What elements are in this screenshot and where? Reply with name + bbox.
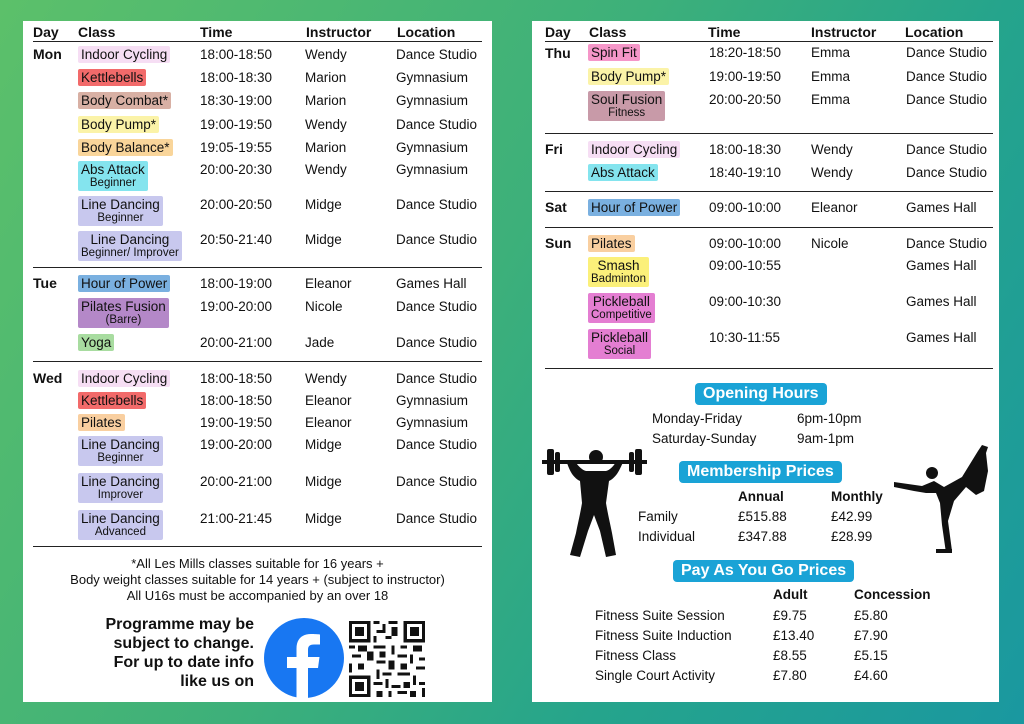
class-location: Gymnasium bbox=[396, 415, 469, 430]
header-time: Time bbox=[200, 24, 233, 40]
class-level: (Barre) bbox=[105, 314, 142, 326]
promo-line: like us on bbox=[180, 673, 254, 690]
day-label: Tue bbox=[33, 275, 57, 291]
membership-monthly: £42.99 bbox=[831, 509, 873, 524]
class-instructor: Emma bbox=[811, 69, 851, 84]
class-name: Pickleball bbox=[592, 294, 650, 309]
class-name: Hour of Power bbox=[81, 276, 168, 291]
divider-sun bbox=[545, 227, 993, 228]
class-location: Gymnasium bbox=[396, 93, 469, 108]
header-class: Class bbox=[589, 24, 627, 40]
class-location: Games Hall bbox=[906, 258, 977, 273]
class-name-badge bbox=[588, 44, 640, 61]
class-instructor: Marion bbox=[305, 140, 347, 155]
class-time: 09:00-10:55 bbox=[709, 258, 782, 273]
class-name: Body Balance* bbox=[81, 140, 170, 155]
class-location: Dance Studio bbox=[396, 299, 478, 314]
payg-prices-badge: Pay As You Go Prices bbox=[673, 560, 854, 582]
class-name: Line Dancing bbox=[81, 197, 160, 212]
class-instructor: Emma bbox=[811, 92, 851, 107]
class-instructor: Wendy bbox=[305, 371, 347, 386]
class-location: Dance Studio bbox=[906, 142, 988, 157]
class-name-badge bbox=[78, 510, 163, 540]
class-location: Dance Studio bbox=[906, 45, 988, 60]
class-location: Dance Studio bbox=[906, 236, 988, 251]
class-time: 18:00-18:30 bbox=[200, 70, 273, 85]
day-label: Sun bbox=[545, 235, 572, 251]
class-name: Body Pump* bbox=[81, 117, 157, 132]
class-name-badge bbox=[78, 334, 114, 351]
class-location: Dance Studio bbox=[906, 165, 988, 180]
class-time: 09:00-10:00 bbox=[709, 236, 782, 251]
header-location: Location bbox=[397, 24, 456, 40]
header-day: Day bbox=[33, 24, 59, 40]
day-label: Fri bbox=[545, 141, 563, 157]
class-location: Dance Studio bbox=[396, 474, 478, 489]
class-name: Kettlebells bbox=[81, 70, 144, 85]
class-time: 19:00-20:00 bbox=[200, 437, 273, 452]
class-name: Indoor Cycling bbox=[81, 47, 168, 62]
class-level: Beginner bbox=[89, 177, 136, 189]
facebook-icon[interactable] bbox=[264, 618, 344, 698]
opening-label: Saturday-Sunday bbox=[652, 431, 757, 446]
divider-fri bbox=[545, 133, 993, 134]
promo-line: subject to change. bbox=[113, 635, 254, 652]
class-instructor: Wendy bbox=[811, 165, 853, 180]
class-name: Line Dancing bbox=[81, 511, 160, 526]
header-time: Time bbox=[708, 24, 741, 40]
class-instructor: Eleanor bbox=[305, 276, 352, 291]
class-level: Fitness bbox=[608, 107, 646, 119]
class-location: Games Hall bbox=[906, 294, 977, 309]
header-location: Location bbox=[905, 24, 964, 40]
class-name: Body Pump* bbox=[591, 69, 667, 84]
class-instructor: Midge bbox=[305, 474, 342, 489]
class-instructor: Midge bbox=[305, 232, 342, 247]
membership-col-annual: Annual bbox=[738, 489, 784, 504]
class-name-badge bbox=[78, 196, 163, 226]
class-location: Dance Studio bbox=[396, 197, 478, 212]
class-name-badge bbox=[78, 69, 146, 86]
payg-label: Fitness Suite Induction bbox=[595, 628, 732, 643]
class-instructor: Wendy bbox=[305, 117, 347, 132]
payg-label: Fitness Suite Session bbox=[595, 608, 725, 623]
class-name-badge bbox=[588, 164, 658, 181]
divider-wed bbox=[33, 361, 482, 362]
class-name: Hour of Power bbox=[591, 200, 678, 215]
header-day: Day bbox=[545, 24, 571, 40]
class-time: 19:00-19:50 bbox=[709, 69, 782, 84]
class-name-badge bbox=[588, 199, 680, 216]
class-level: Advanced bbox=[94, 526, 146, 538]
membership-col-monthly: Monthly bbox=[831, 489, 883, 504]
class-name-badge bbox=[78, 139, 173, 156]
class-time: 20:00-21:00 bbox=[200, 474, 273, 489]
class-instructor: Marion bbox=[305, 70, 347, 85]
membership-annual: £347.88 bbox=[738, 529, 787, 544]
class-instructor: Wendy bbox=[305, 162, 347, 177]
class-name-badge bbox=[78, 370, 170, 387]
payg-concession: £4.60 bbox=[854, 668, 888, 683]
header-divider bbox=[33, 41, 482, 42]
class-name: Smash bbox=[597, 258, 640, 273]
class-time: 19:05-19:55 bbox=[200, 140, 273, 155]
payg-concession: £5.80 bbox=[854, 608, 888, 623]
class-name: Pickleball bbox=[591, 330, 649, 345]
class-name-badge bbox=[588, 257, 649, 287]
payg-col-adult: Adult bbox=[773, 587, 808, 602]
class-location: Games Hall bbox=[396, 276, 467, 291]
header-instructor: Instructor bbox=[306, 24, 372, 40]
class-location: Gymnasium bbox=[396, 162, 469, 177]
class-name-badge bbox=[78, 161, 148, 191]
class-instructor: Wendy bbox=[305, 47, 347, 62]
class-time: 18:20-18:50 bbox=[709, 45, 782, 60]
class-level: Improver bbox=[97, 489, 144, 501]
yoga-silhouette bbox=[892, 441, 997, 559]
class-time: 18:00-19:00 bbox=[200, 276, 273, 291]
class-time: 09:00-10:30 bbox=[709, 294, 782, 309]
membership-annual: £515.88 bbox=[738, 509, 787, 524]
class-name-badge bbox=[78, 46, 170, 63]
class-name: Abs Attack bbox=[81, 162, 145, 177]
class-name: Indoor Cycling bbox=[591, 142, 678, 157]
class-name: Line Dancing bbox=[90, 232, 170, 247]
class-name: Spin Fit bbox=[591, 45, 637, 60]
payg-adult: £9.75 bbox=[773, 608, 807, 623]
class-time: 09:00-10:00 bbox=[709, 200, 782, 215]
note-u16: All U16s must be accompanied by an over 18 bbox=[126, 588, 389, 603]
opening-value: 6pm-10pm bbox=[797, 411, 862, 426]
class-time: 19:00-19:50 bbox=[200, 415, 273, 430]
membership-prices-badge: Membership Prices bbox=[679, 461, 842, 483]
class-name: Pilates bbox=[81, 415, 122, 430]
class-location: Dance Studio bbox=[396, 371, 478, 386]
day-label: Sat bbox=[545, 199, 567, 215]
class-time: 18:00-18:50 bbox=[200, 47, 273, 62]
class-name-badge bbox=[588, 91, 665, 121]
class-name-badge bbox=[78, 392, 146, 409]
class-time: 21:00-21:45 bbox=[200, 511, 273, 526]
class-level: Badminton bbox=[591, 273, 646, 285]
qr-code[interactable] bbox=[349, 621, 425, 697]
class-name: Abs Attack bbox=[591, 165, 655, 180]
class-instructor: Eleanor bbox=[811, 200, 858, 215]
timetable-right-page bbox=[532, 21, 999, 702]
class-name: Kettlebells bbox=[81, 393, 144, 408]
class-time: 18:40-19:10 bbox=[709, 165, 782, 180]
class-time: 18:30-19:00 bbox=[200, 93, 273, 108]
note-les-mills: *All Les Mills classes suitable for 16 years + bbox=[131, 556, 384, 571]
class-name: Indoor Cycling bbox=[81, 371, 168, 386]
class-name-badge bbox=[588, 141, 680, 158]
promo-text bbox=[105, 615, 254, 691]
day-label: Wed bbox=[33, 370, 63, 386]
class-instructor: Eleanor bbox=[305, 393, 352, 408]
class-name-badge bbox=[588, 235, 635, 252]
class-instructor: Emma bbox=[811, 45, 851, 60]
class-time: 20:00-20:50 bbox=[200, 197, 273, 212]
header-instructor: Instructor bbox=[811, 24, 877, 40]
header-divider bbox=[545, 41, 993, 42]
class-level: Competitive bbox=[591, 309, 652, 321]
note-body-weight: Body weight classes suitable for 14 years + (subject to instructor) bbox=[70, 572, 445, 587]
class-location: Gymnasium bbox=[396, 140, 469, 155]
payg-concession: £7.90 bbox=[854, 628, 888, 643]
opening-label: Monday-Friday bbox=[652, 411, 743, 426]
class-location: Dance Studio bbox=[396, 47, 478, 62]
class-level: Beginner/ Improver bbox=[81, 247, 179, 259]
class-time: 20:00-20:50 bbox=[709, 92, 782, 107]
membership-label: Individual bbox=[638, 529, 696, 544]
class-name-badge bbox=[588, 329, 651, 359]
class-instructor: Midge bbox=[305, 511, 342, 526]
class-location: Dance Studio bbox=[906, 92, 988, 107]
class-location: Gymnasium bbox=[396, 70, 469, 85]
payg-adult: £8.55 bbox=[773, 648, 807, 663]
membership-monthly: £28.99 bbox=[831, 529, 873, 544]
class-instructor: Wendy bbox=[811, 142, 853, 157]
class-instructor: Midge bbox=[305, 197, 342, 212]
class-name-badge bbox=[78, 414, 125, 431]
class-name-badge bbox=[78, 298, 169, 328]
payg-col-concession: Concession bbox=[854, 587, 931, 602]
class-name-badge bbox=[78, 473, 163, 503]
class-name-badge bbox=[78, 436, 163, 466]
divider-info bbox=[545, 368, 993, 369]
class-name-badge bbox=[78, 231, 182, 261]
divider-notes bbox=[33, 546, 482, 547]
timetable-left-page bbox=[23, 21, 492, 702]
class-name-badge bbox=[78, 116, 159, 133]
class-time: 18:00-18:50 bbox=[200, 393, 273, 408]
divider-tue bbox=[33, 267, 482, 268]
class-name: Pilates bbox=[591, 236, 632, 251]
class-location: Dance Studio bbox=[396, 117, 478, 132]
payg-label: Single Court Activity bbox=[595, 668, 716, 683]
class-time: 20:00-21:00 bbox=[200, 335, 273, 350]
class-location: Dance Studio bbox=[396, 335, 478, 350]
class-location: Gymnasium bbox=[396, 393, 469, 408]
class-name-badge bbox=[588, 68, 669, 85]
day-label: Thu bbox=[545, 45, 571, 61]
class-time: 18:00-18:50 bbox=[200, 371, 273, 386]
class-time: 18:00-18:30 bbox=[709, 142, 782, 157]
class-time: 10:30-11:55 bbox=[709, 330, 781, 345]
class-instructor: Jade bbox=[305, 335, 335, 350]
class-name: Yoga bbox=[81, 335, 112, 350]
class-location: Dance Studio bbox=[906, 69, 988, 84]
weightlifter-silhouette bbox=[542, 443, 647, 561]
class-location: Dance Studio bbox=[396, 511, 478, 526]
promo-line: Programme may be bbox=[105, 616, 254, 633]
class-location: Dance Studio bbox=[396, 437, 478, 452]
class-location: Games Hall bbox=[906, 330, 977, 345]
header-class: Class bbox=[78, 24, 116, 40]
class-time: 20:50-21:40 bbox=[200, 232, 273, 247]
opening-hours-badge: Opening Hours bbox=[695, 383, 827, 405]
class-time: 20:00-20:30 bbox=[200, 162, 273, 177]
class-instructor: Eleanor bbox=[305, 415, 352, 430]
payg-adult: £13.40 bbox=[773, 628, 815, 643]
class-level: Beginner bbox=[97, 452, 144, 464]
class-level: Beginner bbox=[97, 212, 144, 224]
class-name: Body Combat* bbox=[81, 93, 169, 108]
payg-label: Fitness Class bbox=[595, 648, 677, 663]
class-name: Line Dancing bbox=[81, 437, 160, 452]
membership-label: Family bbox=[638, 509, 678, 524]
class-location: Games Hall bbox=[906, 200, 977, 215]
class-name-badge bbox=[78, 92, 171, 109]
payg-adult: £7.80 bbox=[773, 668, 807, 683]
class-instructor: Marion bbox=[305, 93, 347, 108]
class-name-badge bbox=[588, 293, 655, 323]
class-instructor: Midge bbox=[305, 437, 342, 452]
class-time: 19:00-20:00 bbox=[200, 299, 273, 314]
class-name-badge bbox=[78, 275, 170, 292]
class-instructor: Nicole bbox=[305, 299, 343, 314]
class-level: Social bbox=[603, 345, 636, 357]
class-time: 19:00-19:50 bbox=[200, 117, 273, 132]
opening-value: 9am-1pm bbox=[797, 431, 855, 446]
divider-sat bbox=[545, 191, 993, 192]
class-location: Dance Studio bbox=[396, 232, 478, 247]
class-name: Soul Fusion bbox=[591, 92, 663, 107]
day-label: Mon bbox=[33, 46, 62, 62]
class-name: Pilates Fusion bbox=[81, 299, 166, 314]
promo-line: For up to date info bbox=[113, 654, 254, 671]
class-name: Line Dancing bbox=[81, 474, 160, 489]
payg-concession: £5.15 bbox=[854, 648, 888, 663]
class-instructor: Nicole bbox=[811, 236, 849, 251]
